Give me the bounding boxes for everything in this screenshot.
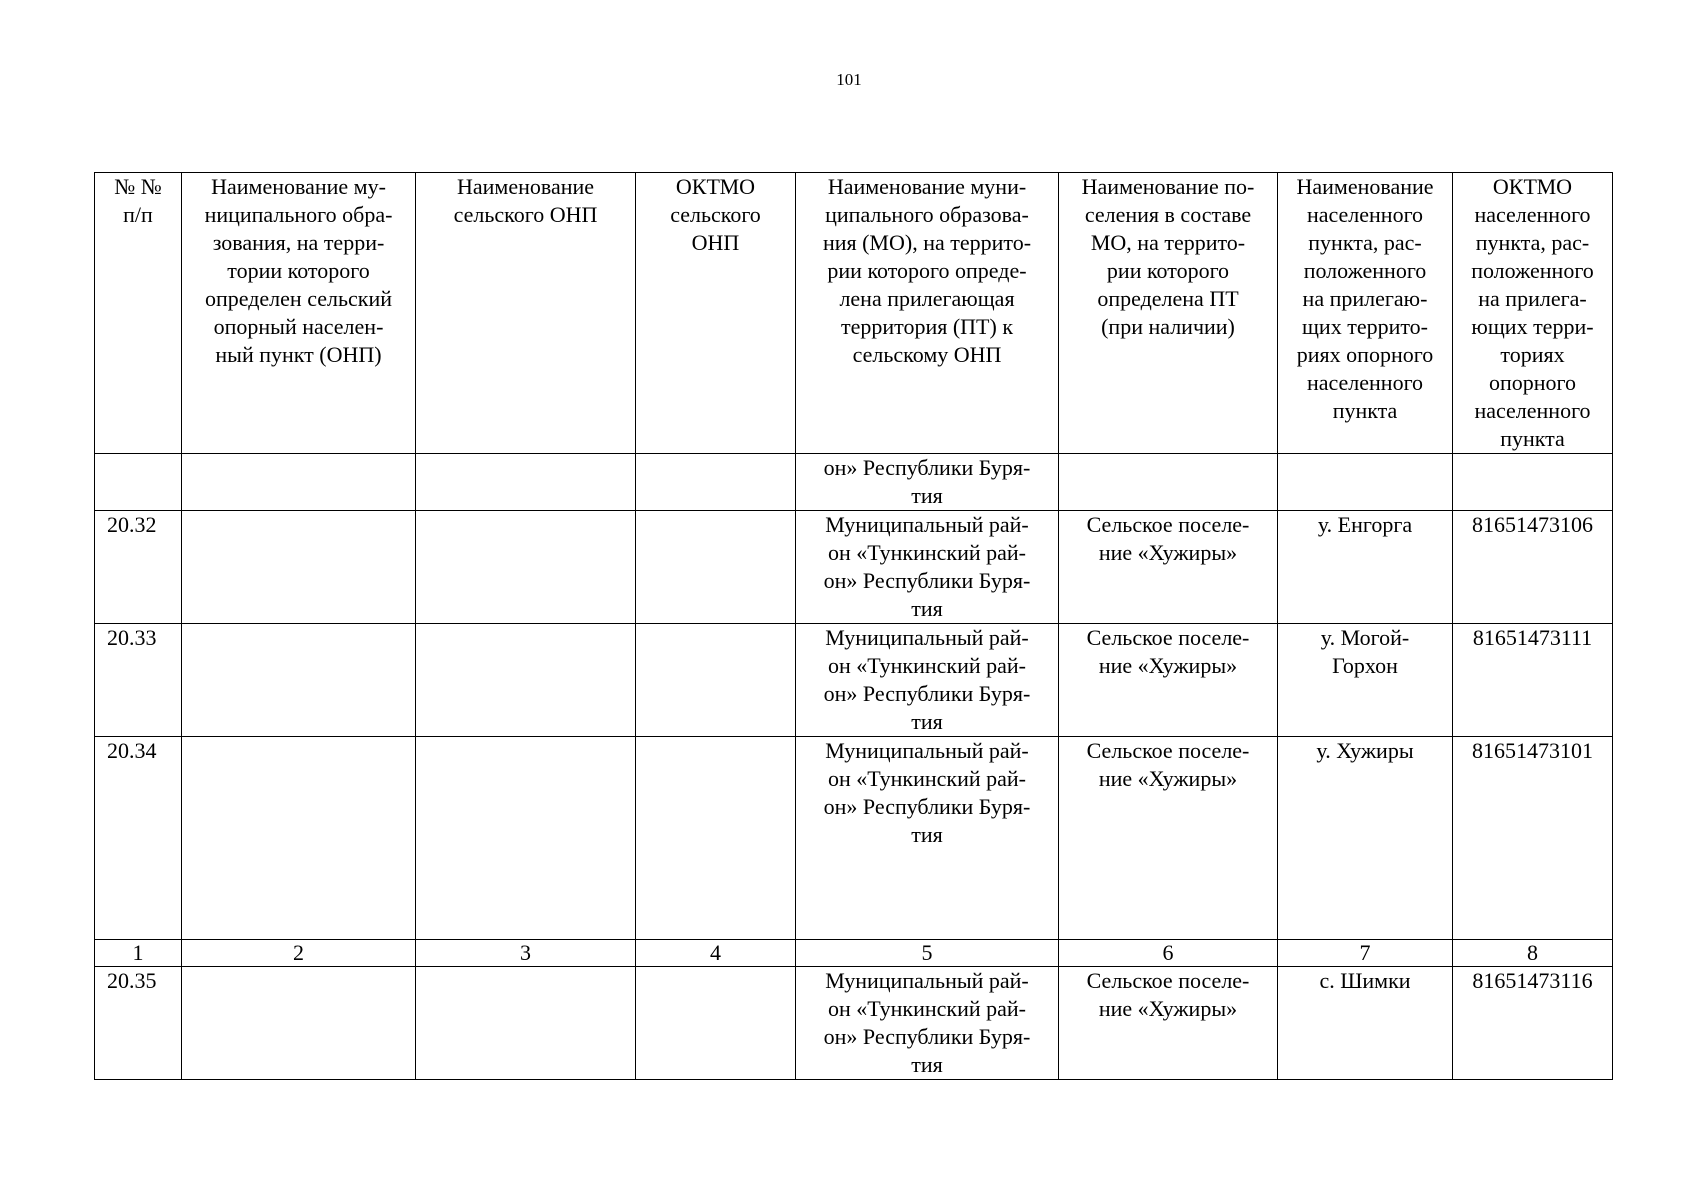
row-number: 20.33 (95, 624, 182, 737)
column-number: 7 (1278, 940, 1453, 967)
header-cell-onp-name: Наименование сельского ОНП (416, 173, 636, 454)
cell-locality: у. Енгорга (1278, 511, 1453, 624)
header-cell-number: № № п/п (95, 173, 182, 454)
table-row (95, 624, 1613, 737)
cell-onp-name (416, 454, 636, 511)
cell-onp-name (416, 624, 636, 737)
column-number: 5 (796, 940, 1059, 967)
cell-onp-name (416, 967, 636, 1080)
cell-settlement: Сельское поселе- ние «Хужиры» (1059, 624, 1278, 737)
cell-onp-oktmo (636, 454, 796, 511)
cell-locality: у. Хужиры (1278, 737, 1453, 940)
cell-mo-name: Муниципальный рай- он «Тункинский рай- он» Республики Буря- тия (796, 624, 1059, 737)
cell-mo-name: он» Республики Буря- тия (796, 454, 1059, 511)
table-row (95, 737, 1613, 940)
cell-settlement (1059, 454, 1278, 511)
page-number: 101 (836, 70, 862, 89)
cell-onp-oktmo (636, 511, 796, 624)
cell-onp-oktmo (636, 967, 796, 1080)
cell-municipality (182, 511, 416, 624)
cell-municipality (182, 454, 416, 511)
cell-settlement: Сельское поселе- ние «Хужиры» (1059, 511, 1278, 624)
header-cell-locality: Наименование населенного пункта, рас- положенного на прилегаю- щих террито- риях опорного населенного пункта (1278, 173, 1453, 454)
cell-locality-oktmo: 81651473116 (1453, 967, 1613, 1080)
cell-mo-name: Муниципальный рай- он «Тункинский рай- он» Республики Буря- тия (796, 967, 1059, 1080)
cell-municipality (182, 967, 416, 1080)
cell-onp-oktmo (636, 737, 796, 940)
settlements-table (94, 172, 1613, 1080)
row-number: 20.35 (95, 967, 182, 1080)
header-cell-onp-oktmo: ОКТМО сельского ОНП (636, 173, 796, 454)
cell-municipality (182, 624, 416, 737)
column-number: 3 (416, 940, 636, 967)
table-header-row (95, 173, 1613, 454)
row-number: 20.34 (95, 737, 182, 940)
cell-municipality (182, 737, 416, 940)
table-row (95, 967, 1613, 1080)
cell-onp-name (416, 737, 636, 940)
header-cell-settlement: Наименование по- селения в составе МО, на террито- рии которого определена ПТ (при наличии) (1059, 173, 1278, 454)
cell-settlement: Сельское поселе- ние «Хужиры» (1059, 967, 1278, 1080)
column-number: 6 (1059, 940, 1278, 967)
header-cell-locality-oktmo: ОКТМО населенного пункта, рас- положенного на прилега- ющих терри- ториях опорного населенного пункта (1453, 173, 1613, 454)
column-number: 4 (636, 940, 796, 967)
cell-locality: у. Могой- Горхон (1278, 624, 1453, 737)
cell-locality-oktmo (1453, 454, 1613, 511)
cell-settlement: Сельское поселе- ние «Хужиры» (1059, 737, 1278, 940)
header-cell-mo-name: Наименование муни- ципального образова- ния (МО), на террито- рии которого опреде- лена прилегающая территория (ПТ) к сельскому ОНП (796, 173, 1059, 454)
cell-locality-oktmo: 81651473106 (1453, 511, 1613, 624)
column-number-row (95, 940, 1613, 967)
row-number (95, 454, 182, 511)
cell-mo-name: Муниципальный рай- он «Тункинский рай- он» Республики Буря- тия (796, 511, 1059, 624)
cell-mo-name: Муниципальный рай- он «Тункинский рай- он» Республики Буря- тия (796, 737, 1059, 940)
column-number: 2 (182, 940, 416, 967)
row-number: 20.32 (95, 511, 182, 624)
cell-onp-name (416, 511, 636, 624)
cell-locality-oktmo: 81651473111 (1453, 624, 1613, 737)
cell-locality: с. Шимки (1278, 967, 1453, 1080)
table-row (95, 511, 1613, 624)
cell-locality (1278, 454, 1453, 511)
table-row (95, 454, 1613, 511)
cell-locality-oktmo: 81651473101 (1453, 737, 1613, 940)
cell-onp-oktmo (636, 624, 796, 737)
header-cell-municipality: Наименование му- ниципального обра- зования, на терри- тории которого определен сельский опорный населен- ный пункт (ОНП) (182, 173, 416, 454)
column-number: 1 (95, 940, 182, 967)
column-number: 8 (1453, 940, 1613, 967)
